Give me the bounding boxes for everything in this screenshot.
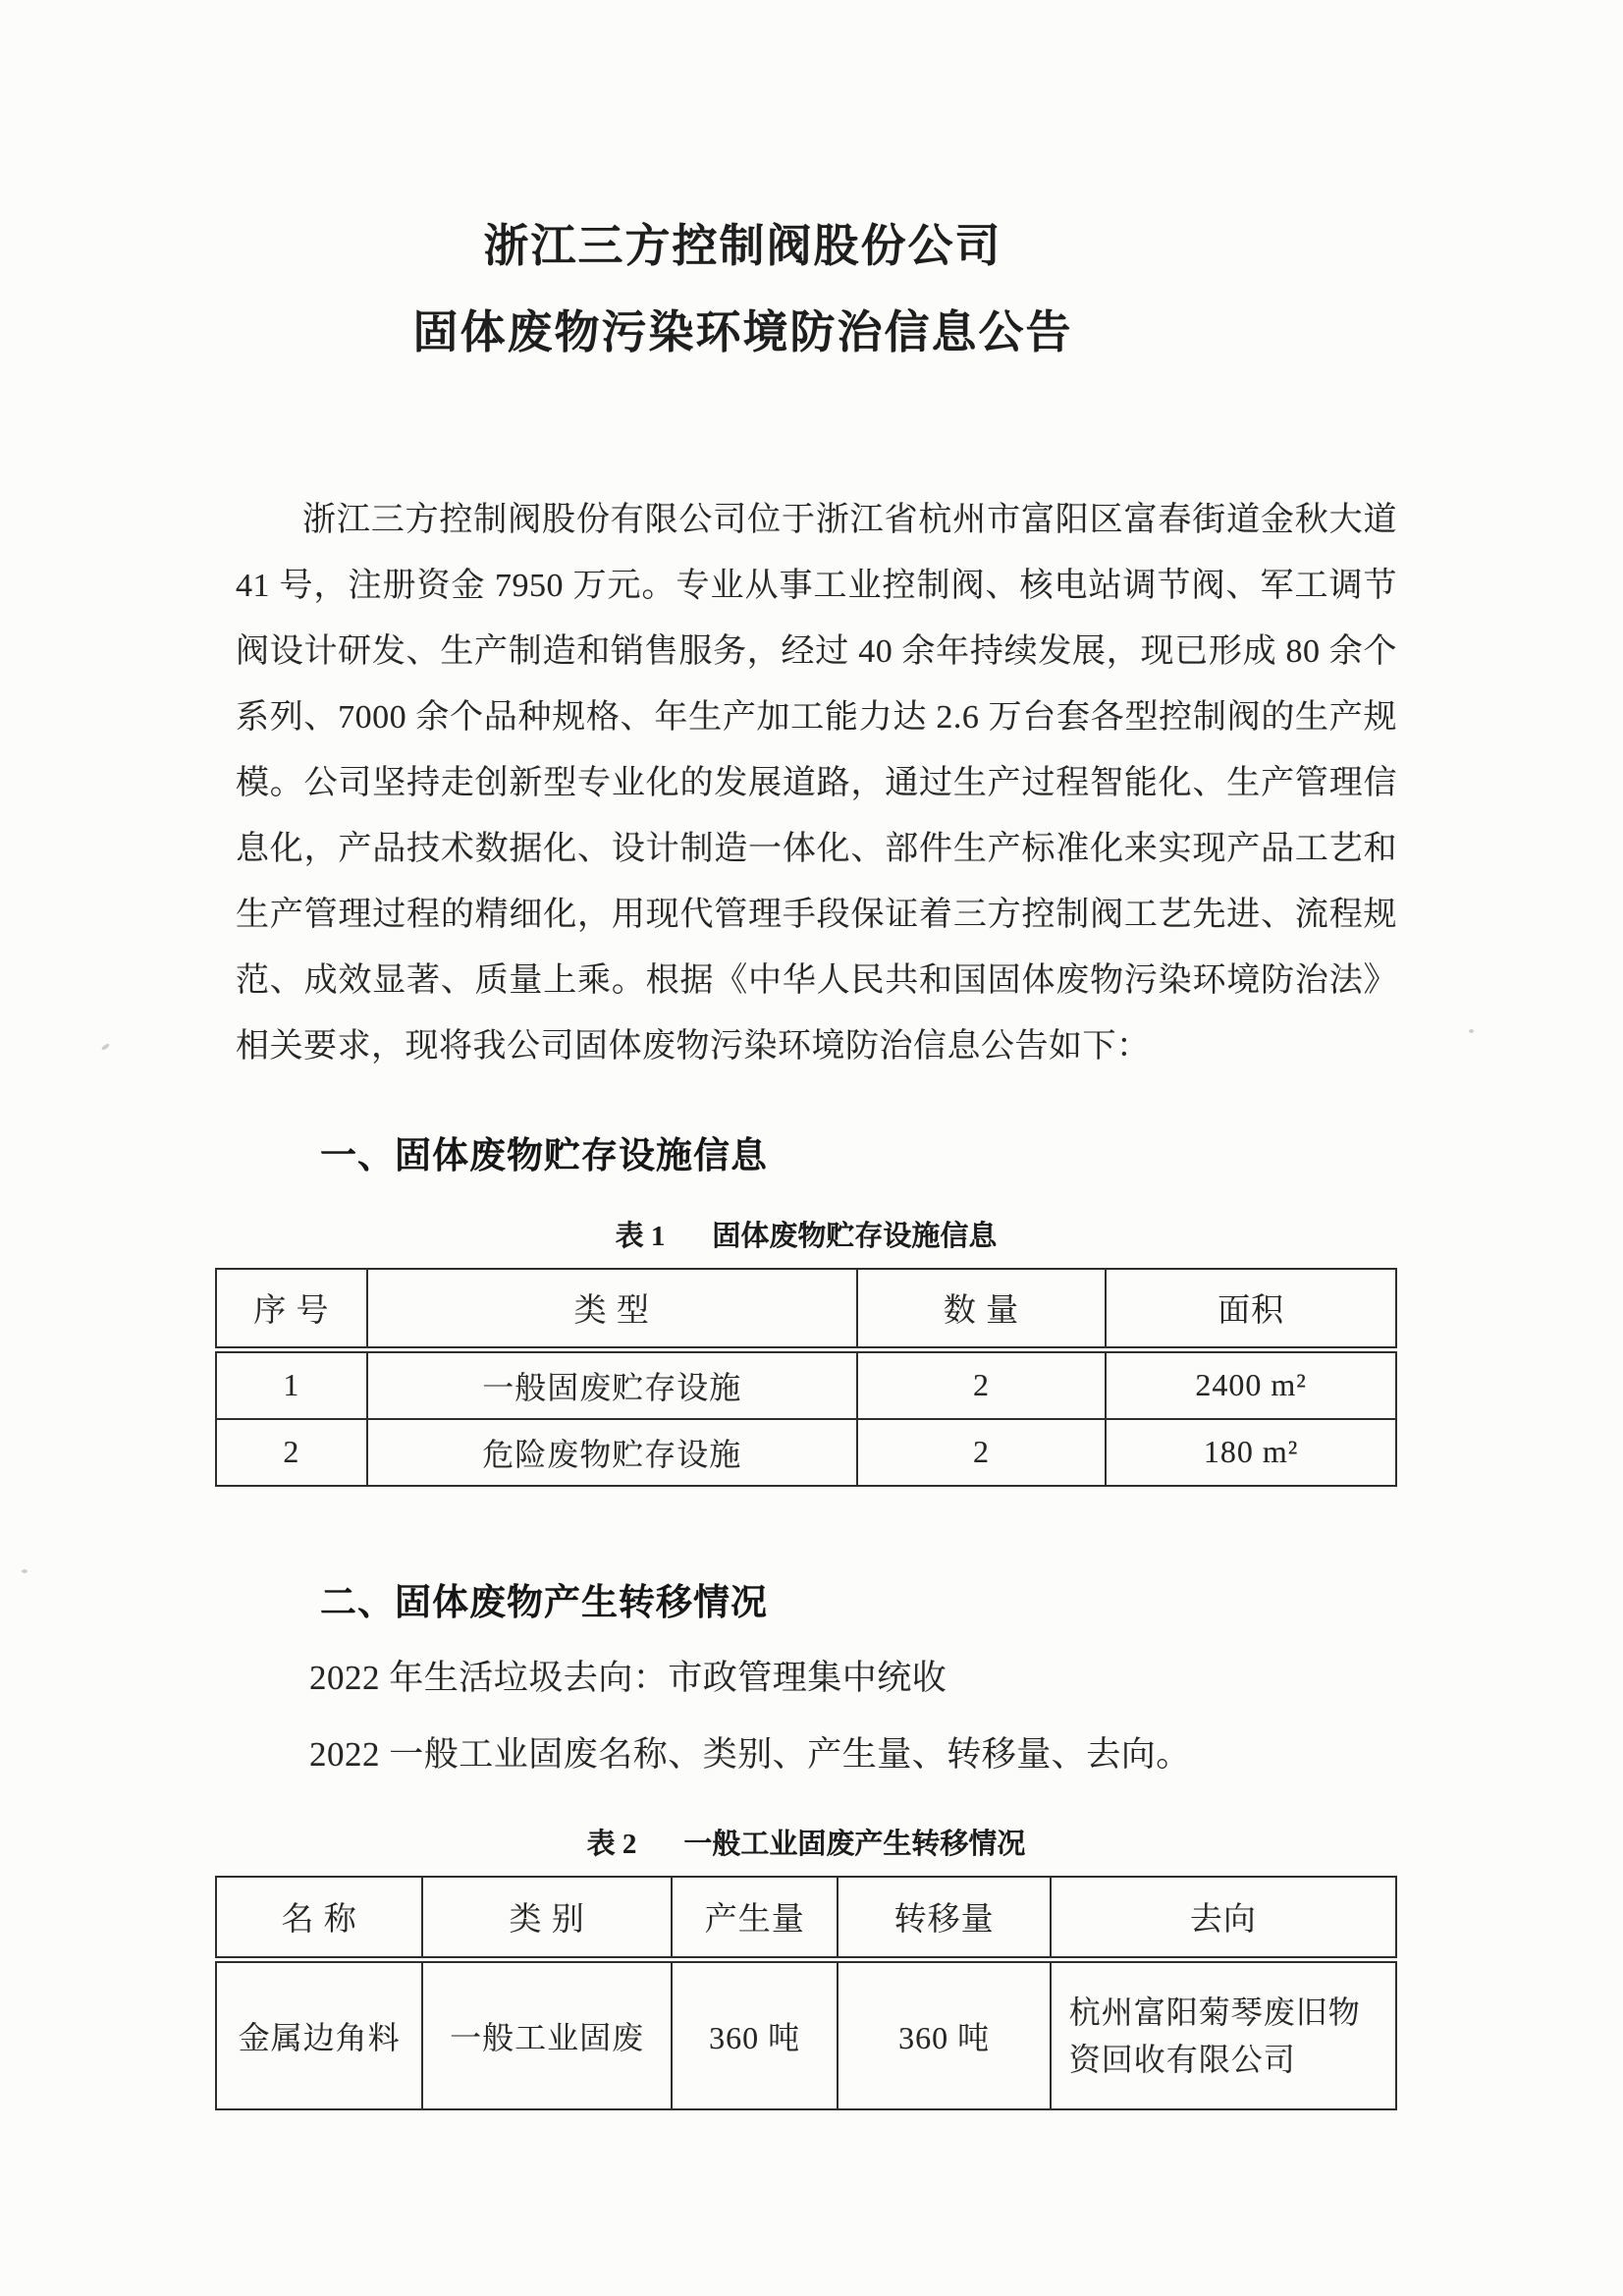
scan-speck [1469,1029,1474,1033]
col-header-seq: 序 号 [216,1269,367,1350]
col-header-area: 面积 [1106,1269,1396,1350]
table-row [216,1349,1396,1419]
industrial-waste-line: 2022 一般工业固废名称、类别、产生量、转移量、去向。 [309,1735,1191,1775]
col-header-destination: 去向 [1051,1877,1396,1960]
col-header-name: 名 称 [216,1877,422,1960]
cell-generated: 360 吨 [672,1959,838,2109]
document-title-line2: 固体废物污染环境防治信息公告 [412,307,1073,357]
section2-heading: 二、固体废物产生转移情况 [320,1582,768,1623]
col-header-type: 类 型 [367,1269,857,1350]
col-header-category: 类 别 [422,1877,672,1960]
cell-type: 危险废物贮存设施 [367,1419,857,1486]
table2-caption-label: 表 2 [586,1828,637,1860]
section1-heading: 一、固体废物贮存设施信息 [320,1136,768,1176]
table-header-row [216,1269,1396,1350]
intro-paragraph: 浙江三方控制阀股份有限公司位于浙江省杭州市富阳区富春街道金秋大道 41 号，注册资金 7950 万元。专业从事工业控制阀、核电站调节阀、军工调节阀设计研发、生产制造和销售服务，经过 40 余年持续发展，现已形成 80 余个系列、7000 余个品种规格、年生产加工能力达 2.6 万台套各型控制阀的生产规模。公司坚持走创新型专业化的发展道路，通过生产过程智能化、生产管理信息化，产品技术数据化、设计制造一体化、部件生产标准化来实现产品工艺和生产管理过程的精细化，用现代管理手段保证着三方控制阀工艺先进、流程规范、成效显著、质量上乘。根据《中华人民共和国固体废物污染环境防治法》相关要求，现将我公司固体废物污染环境防治信息公告如下： [236,502,1397,1065]
table-row [216,1419,1396,1486]
cell-destination: 杭州富阳菊琴废旧物资回收有限公司 [1051,1959,1396,2109]
waste-transfer-table [215,1876,1397,2110]
table-header-row [216,1877,1396,1960]
table-row [216,1959,1396,2109]
col-header-transferred: 转移量 [838,1877,1050,1960]
cell-quantity: 2 [857,1419,1107,1486]
col-header-generated: 产生量 [672,1877,838,1960]
cell-area: 2400 m² [1106,1349,1396,1419]
table2-caption [215,1822,1397,1862]
cell-transferred: 360 吨 [838,1959,1050,2109]
col-header-quantity: 数 量 [857,1269,1107,1350]
household-waste-line: 2022 年生活垃圾去向：市政管理集中统收 [309,1659,947,1698]
storage-facility-table [215,1268,1397,1487]
cell-name: 金属边角料 [216,1959,422,2109]
cell-seq: 1 [216,1349,367,1419]
cell-seq: 2 [216,1419,367,1486]
scan-speck [22,1569,27,1573]
table1-caption-title: 固体废物贮存设施信息 [712,1220,998,1252]
table1-caption-label: 表 1 [615,1220,666,1252]
document-title-line1: 浙江三方控制阀股份公司 [483,221,1002,271]
cell-category: 一般工业固废 [422,1959,672,2109]
cell-type: 一般固废贮存设施 [367,1349,857,1419]
table2-caption-title: 一般工业固废产生转移情况 [683,1828,1026,1860]
cell-area: 180 m² [1106,1419,1396,1486]
table1-caption [215,1214,1397,1254]
scan-speck [101,1043,111,1051]
cell-quantity: 2 [857,1349,1107,1419]
